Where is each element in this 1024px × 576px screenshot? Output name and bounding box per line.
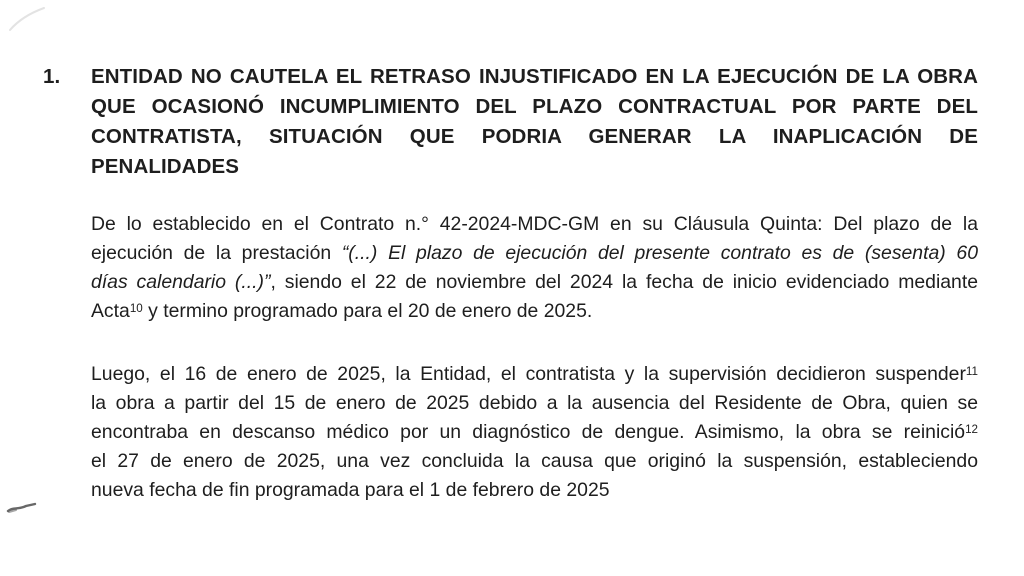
heading-line: QUE OCASIONÓ INCUMPLIMIENTO DEL PLAZO CONTRACTUAL POR PARTE DEL	[91, 95, 978, 118]
body-text: la obra a partir del 15 de enero de 2025 debido a la ausencia del Residente de Obra, quien se	[91, 392, 978, 414]
text-line	[91, 210, 978, 239]
body-text: ejecución de la prestación	[91, 242, 342, 264]
heading-line: PENALIDADES	[91, 155, 240, 178]
text-line	[91, 297, 978, 326]
pen-stroke-artifact	[6, 499, 40, 517]
text-line	[91, 268, 978, 297]
body-text: , siendo el 22 de noviembre del 2024 la fecha de inicio evidenciado mediante	[270, 271, 979, 293]
footnote-reference: 11	[965, 364, 978, 378]
text-line	[91, 447, 978, 476]
heading-line: ENTIDAD NO CAUTELA EL RETRASO INJUSTIFICADO EN LA EJECUCIÓN DE LA OBRA	[91, 65, 978, 88]
body-text: Luego, el 16 de enero de 2025, la Entidad, el contratista y la supervisión decidieron suspender	[91, 363, 966, 385]
text-line	[91, 418, 978, 447]
faint-scan-line-artifact	[8, 4, 48, 34]
text-line	[91, 239, 978, 268]
quoted-clause-text: “(...) El plazo de ejecución del presente contrato es de (sesenta) 60	[341, 242, 978, 264]
quoted-clause-text: días calendario (...)”	[91, 271, 271, 293]
paragraph-suspension	[91, 360, 978, 505]
footnote-reference: 10	[129, 301, 143, 315]
body-text: y termino programado para el 20 de enero de 2025.	[142, 300, 593, 322]
text-line	[91, 389, 978, 418]
body-text: De lo establecido en el Contrato n.° 42-2024-MDC-GM en su Cláusula Quinta: Del plazo de la	[91, 213, 978, 235]
body-text: el 27 de enero de 2025, una vez concluida la causa que originó la suspensión, estableciendo	[91, 450, 978, 472]
paragraph-contract-clause	[91, 210, 978, 326]
section-heading-text	[91, 62, 978, 182]
body-text: nueva fecha de fin programada para el 1 de febrero de 2025	[91, 479, 610, 501]
footnote-reference: 12	[965, 422, 978, 436]
section-number: 1.	[43, 65, 61, 88]
text-line	[91, 476, 978, 505]
section-heading	[43, 62, 978, 182]
heading-line: CONTRATISTA, SITUACIÓN QUE PODRIA GENERAR LA INAPLICACIÓN DE	[91, 125, 978, 148]
body-text: Acta	[91, 300, 130, 322]
body-text: encontraba en descanso médico por un diagnóstico de dengue. Asimismo, la obra se reinició	[91, 421, 966, 443]
text-line	[91, 360, 978, 389]
